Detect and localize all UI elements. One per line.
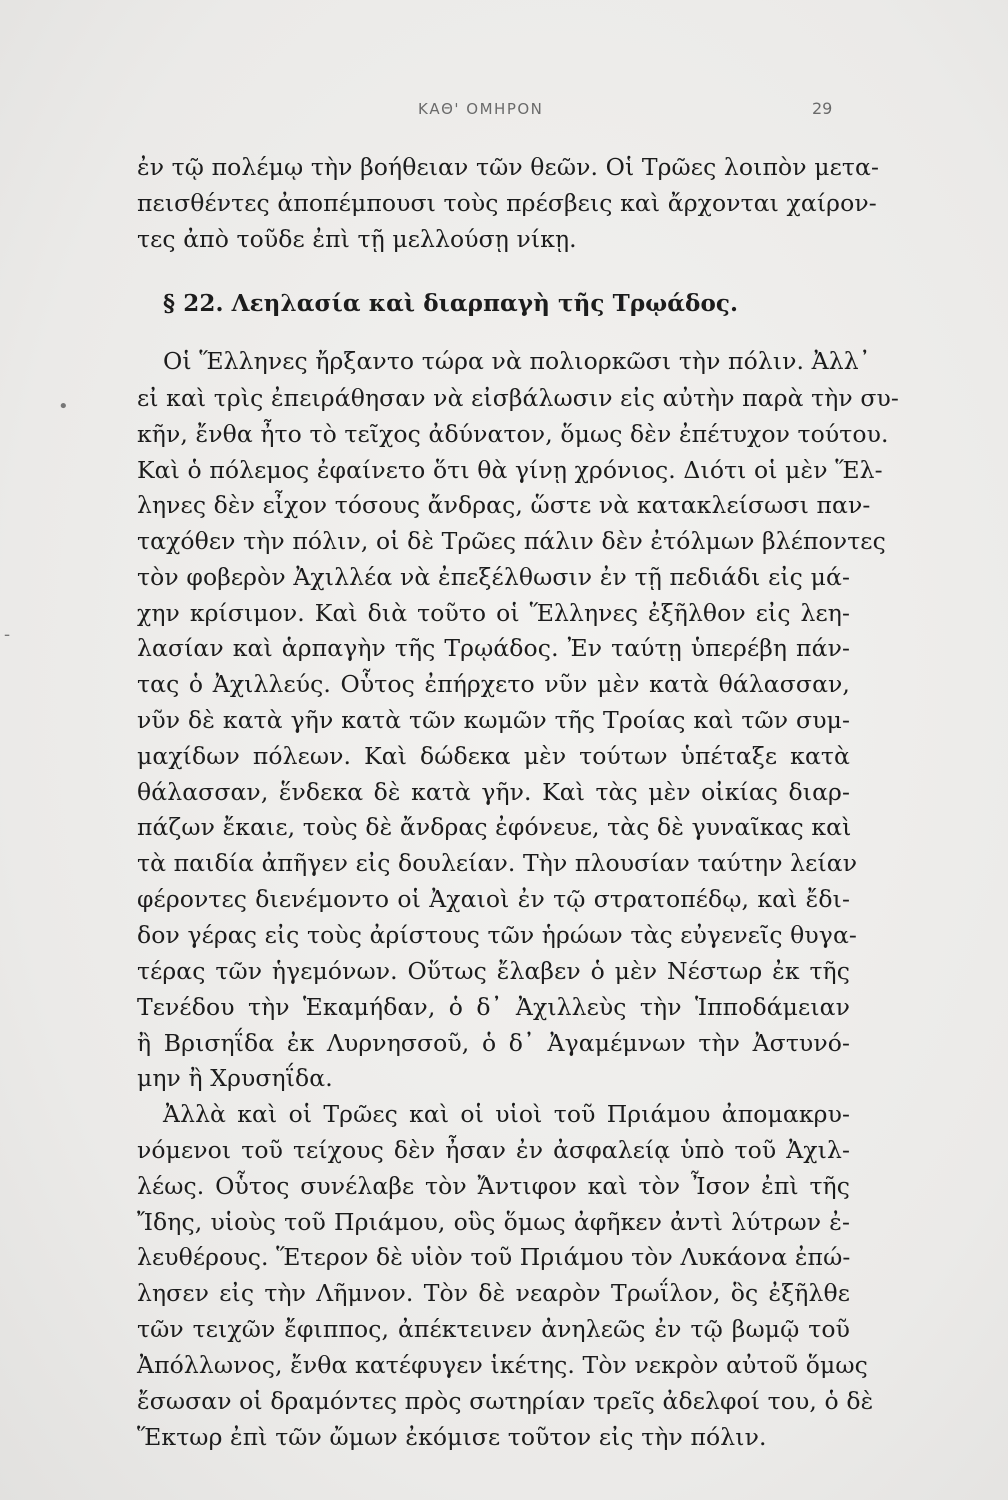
text-line-22: τέρας τῶν ἡγεμόνων. Οὕτως ἔλαβεν ὁ μὲν Νέστωρ ἐκ τῆς [137, 957, 850, 985]
page-number: 29 [812, 99, 833, 118]
text-line-26: Ἀλλὰ καὶ οἱ Τρῶες καὶ οἱ υἱοὶ τοῦ Πριάμου ἀπομακρυ- [163, 1100, 850, 1128]
text-line-30: λευθέρους. Ἕτερον δὲ υἱὸν τοῦ Πριάμου τὸν Λυκάονα ἐπώ- [137, 1243, 851, 1271]
text-line-24: ἢ Βρισηΐδα ἐκ Λυρνησσοῦ, ὁ δ᾽ Ἀγαμέμνων τὴν Ἀστυνό- [137, 1029, 850, 1057]
text-line-9: ληνες δὲν εἶχον τόσους ἄνδρας, ὥστε νὰ κατακλείσωσι παν- [137, 491, 871, 519]
text-line-29: Ἴδης, υἱοὺς τοῦ Πριάμου, οὓς ὅμως ἀφῆκεν ἀντὶ λύτρων ἐ- [137, 1208, 850, 1236]
text-line-19: τὰ παιδία ἀπῆγεν εἰς δουλείαν. Τὴν πλουσίαν ταύτην λείαν [137, 849, 858, 877]
text-line-14: τας ὁ Ἀχιλλεύς. Οὗτος ἐπήρχετο νῦν μὲν κατὰ θάλασσαν, [137, 670, 850, 698]
text-line-21: δον γέρας εἰς τοὺς ἀρίστους τῶν ἡρώων τὰς εὐγενεῖς θυγα- [137, 921, 857, 949]
text-line-20: φέροντες διενέμοντο οἱ Ἀχαιοὶ ἐν τῷ στρατοπέδῳ, καὶ ἔδι- [137, 885, 850, 913]
text-line-18: πάζων ἔκαιε, τοὺς δὲ ἄνδρας ἐφόνευε, τὰς δὲ γυναῖκας καὶ [137, 813, 852, 841]
text-line-32: τῶν τειχῶν ἔφιππος, ἀπέκτεινεν ἀνηλεῶς ἐν τῷ βωμῷ τοῦ [137, 1315, 850, 1343]
text-line-13: λασίαν καὶ ἁρπαγὴν τῆς Τρῳάδος. Ἐν ταύτῃ ὑπερέβη πάν- [137, 634, 850, 662]
section-heading: § 22. Λεηλασία καὶ διαρπαγὴ τῆς Τρῳάδος. [163, 290, 739, 317]
margin-mark: • [58, 396, 69, 417]
text-line-25: μην ἢ Χρυσηΐδα. [137, 1064, 333, 1092]
text-line-17: θάλασσαν, ἕνδεκα δὲ κατὰ γῆν. Καὶ τὰς μὲν οἰκίας διαρ- [137, 778, 850, 806]
text-line-1: ἐν τῷ πολέμῳ τὴν βοήθειαν τῶν θεῶν. Οἱ Τρῶες λοιπὸν μετα- [137, 153, 879, 181]
text-line-31: λησεν εἰς τὴν Λῆμνον. Τὸν δὲ νεαρὸν Τρωΐλον, ὃς ἐξῆλθε [137, 1279, 850, 1307]
text-line-3: τες ἀπὸ τοῦδε ἐπὶ τῇ μελλούσῃ νίκῃ. [137, 225, 577, 253]
text-line-8: Καὶ ὁ πόλεμος ἐφαίνετο ὅτι θὰ γίνῃ χρόνιος. Διότι οἱ μὲν Ἕλ- [137, 456, 883, 484]
margin-mark: - [4, 624, 11, 645]
text-line-12: χην κρίσιμον. Καὶ διὰ τοῦτο οἱ Ἕλληνες ἐξῆλθον εἰς λεη- [137, 599, 850, 627]
text-line-7: κῆν, ἔνθα ἦτο τὸ τεῖχος ἀδύνατον, ὅμως δὲν ἐπέτυχον τούτου. [137, 420, 889, 448]
text-line-33: Ἀπόλλωνος, ἔνθα κατέφυγεν ἱκέτης. Τὸν νεκρὸν αὐτοῦ ὅμως [137, 1351, 868, 1379]
text-line-11: τὸν φοβερὸν Ἀχιλλέα νὰ ἐπεξέλθωσιν ἐν τῇ πεδιάδι εἰς μά- [137, 563, 850, 591]
text-line-28: λέως. Οὗτος συνέλαβε τὸν Ἄντιφον καὶ τὸν Ἶσον ἐπὶ τῆς [137, 1172, 850, 1200]
text-line-23: Τενέδου τὴν Ἑκαμήδαν, ὁ δ᾽ Ἀχιλλεὺς τὴν Ἱπποδάμειαν [137, 993, 850, 1021]
text-line-34: ἔσωσαν οἱ δραμόντες πρὸς σωτηρίαν τρεῖς ἀδελφοί του, ὁ δὲ [137, 1387, 874, 1415]
text-line-6: εἰ καὶ τρὶς ἐπειράθησαν νὰ εἰσβάλωσιν εἰς αὐτὴν παρὰ τὴν συ- [137, 384, 899, 412]
text-line-15: νῦν δὲ κατὰ γῆν κατὰ τῶν κωμῶν τῆς Τροίας καὶ τῶν συμ- [137, 706, 850, 734]
text-line-35: Ἕκτωρ ἐπὶ τῶν ὤμων ἐκόμισε τοῦτον εἰς τὴν πόλιν. [137, 1423, 767, 1451]
text-line-10: ταχόθεν τὴν πόλιν, οἱ δὲ Τρῶες πάλιν δὲν ἐτόλμων βλέποντες [137, 527, 886, 555]
text-line-16: μαχίδων πόλεων. Καὶ δώδεκα μὲν τούτων ὑπέταξε κατὰ [137, 742, 850, 770]
text-line-27: νόμενοι τοῦ τείχους δὲν ἦσαν ἐν ἀσφαλείᾳ ὑπὸ τοῦ Ἀχιλ- [137, 1136, 850, 1164]
running-head: ΚΑΘ' ΟΜΗΡΟΝ [418, 100, 544, 118]
text-line-5: Οἱ Ἕλληνες ἤρξαντο τώρα νὰ πολιορκῶσι τὴν πόλιν. Ἀλλ᾽ [163, 347, 871, 375]
text-line-2: πεισθέντες ἀποπέμπουσι τοὺς πρέσβεις καὶ ἄρχονται χαίρον- [137, 189, 877, 217]
